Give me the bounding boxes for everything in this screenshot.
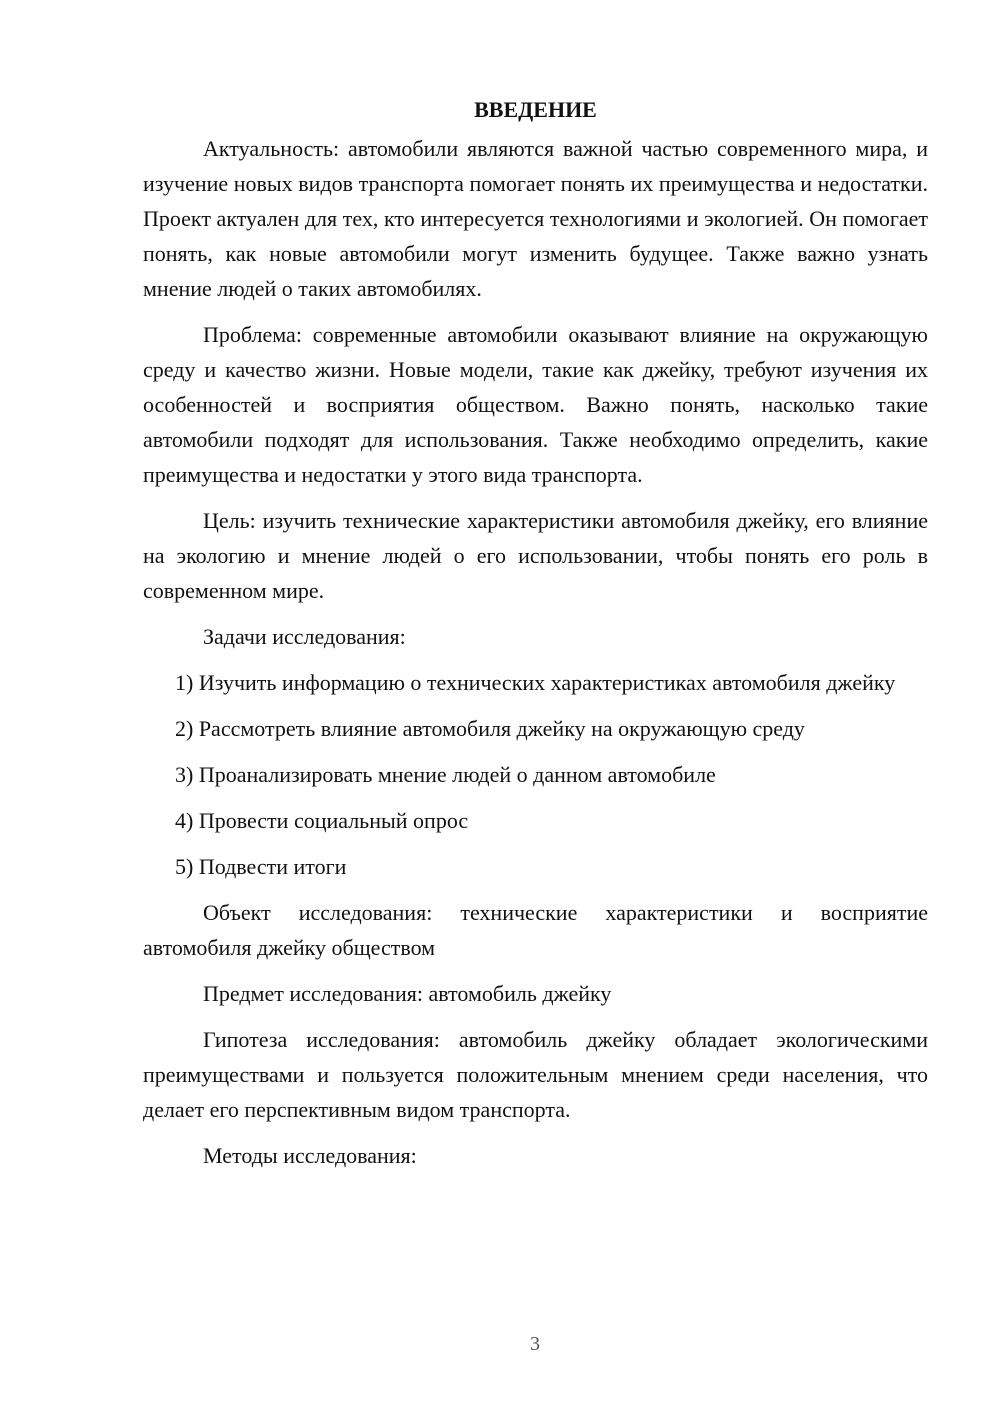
paragraph-object: Объект исследования: технические характеристики и восприятие автомобиля джейку обществом: [143, 900, 928, 960]
task-item-1: 1) Изучить информацию о технических характеристиках автомобиля джейку: [175, 670, 896, 695]
task-item-3: 3) Проанализировать мнение людей о данном автомобиле: [175, 762, 716, 787]
page-title: ВВЕДЕНИЕ: [474, 97, 597, 122]
paragraph-subject: Предмет исследования: автомобиль джейку: [203, 981, 612, 1006]
paragraph-hypothesis: Гипотеза исследования: автомобиль джейку обладает экологическими преимуществами и пользуется положительным мнением среди населения, что делает его перспективным видом транспорта.: [143, 1027, 928, 1122]
task-list: [143, 665, 928, 884]
paragraph-problem: Проблема: современные автомобили оказывают влияние на окружающую среду и качество жизни. Новые модели, такие как джейку, требуют изучения их особенностей и восприятия обществом. Важно понять, насколько такие автомобили подходят для использования. Также необходимо определить, какие преимущества и недостатки у этого вида транспорта.: [143, 322, 928, 487]
page-number: 3: [530, 1333, 540, 1355]
tasks-title: Задачи исследования:: [203, 624, 406, 649]
task-item-4: 4) Провести социальный опрос: [175, 808, 469, 833]
paragraph-goal: Цель: изучить технические характеристики автомобиля джейку, его влияние на экологию и мнение людей о его использовании, чтобы понять его роль в современном мире.: [143, 508, 928, 603]
paragraph-relevance: Актуальность: автомобили являются важной частью современного мира, и изучение новых видов транспорта помогает понять их преимущества и недостатки. Проект актуален для тех, кто интересуется технологиями и экологией. Он помогает понять, как новые автомобили могут изменить будущее. Также важно узнать мнение людей о таких автомобилях.: [143, 136, 928, 301]
task-item-5: 5) Подвести итоги: [175, 854, 347, 879]
task-item-2: 2) Рассмотреть влияние автомобиля джейку на окружающую среду: [175, 716, 805, 741]
document-page: [143, 92, 928, 1184]
paragraph-methods: Методы исследования:: [203, 1143, 417, 1168]
